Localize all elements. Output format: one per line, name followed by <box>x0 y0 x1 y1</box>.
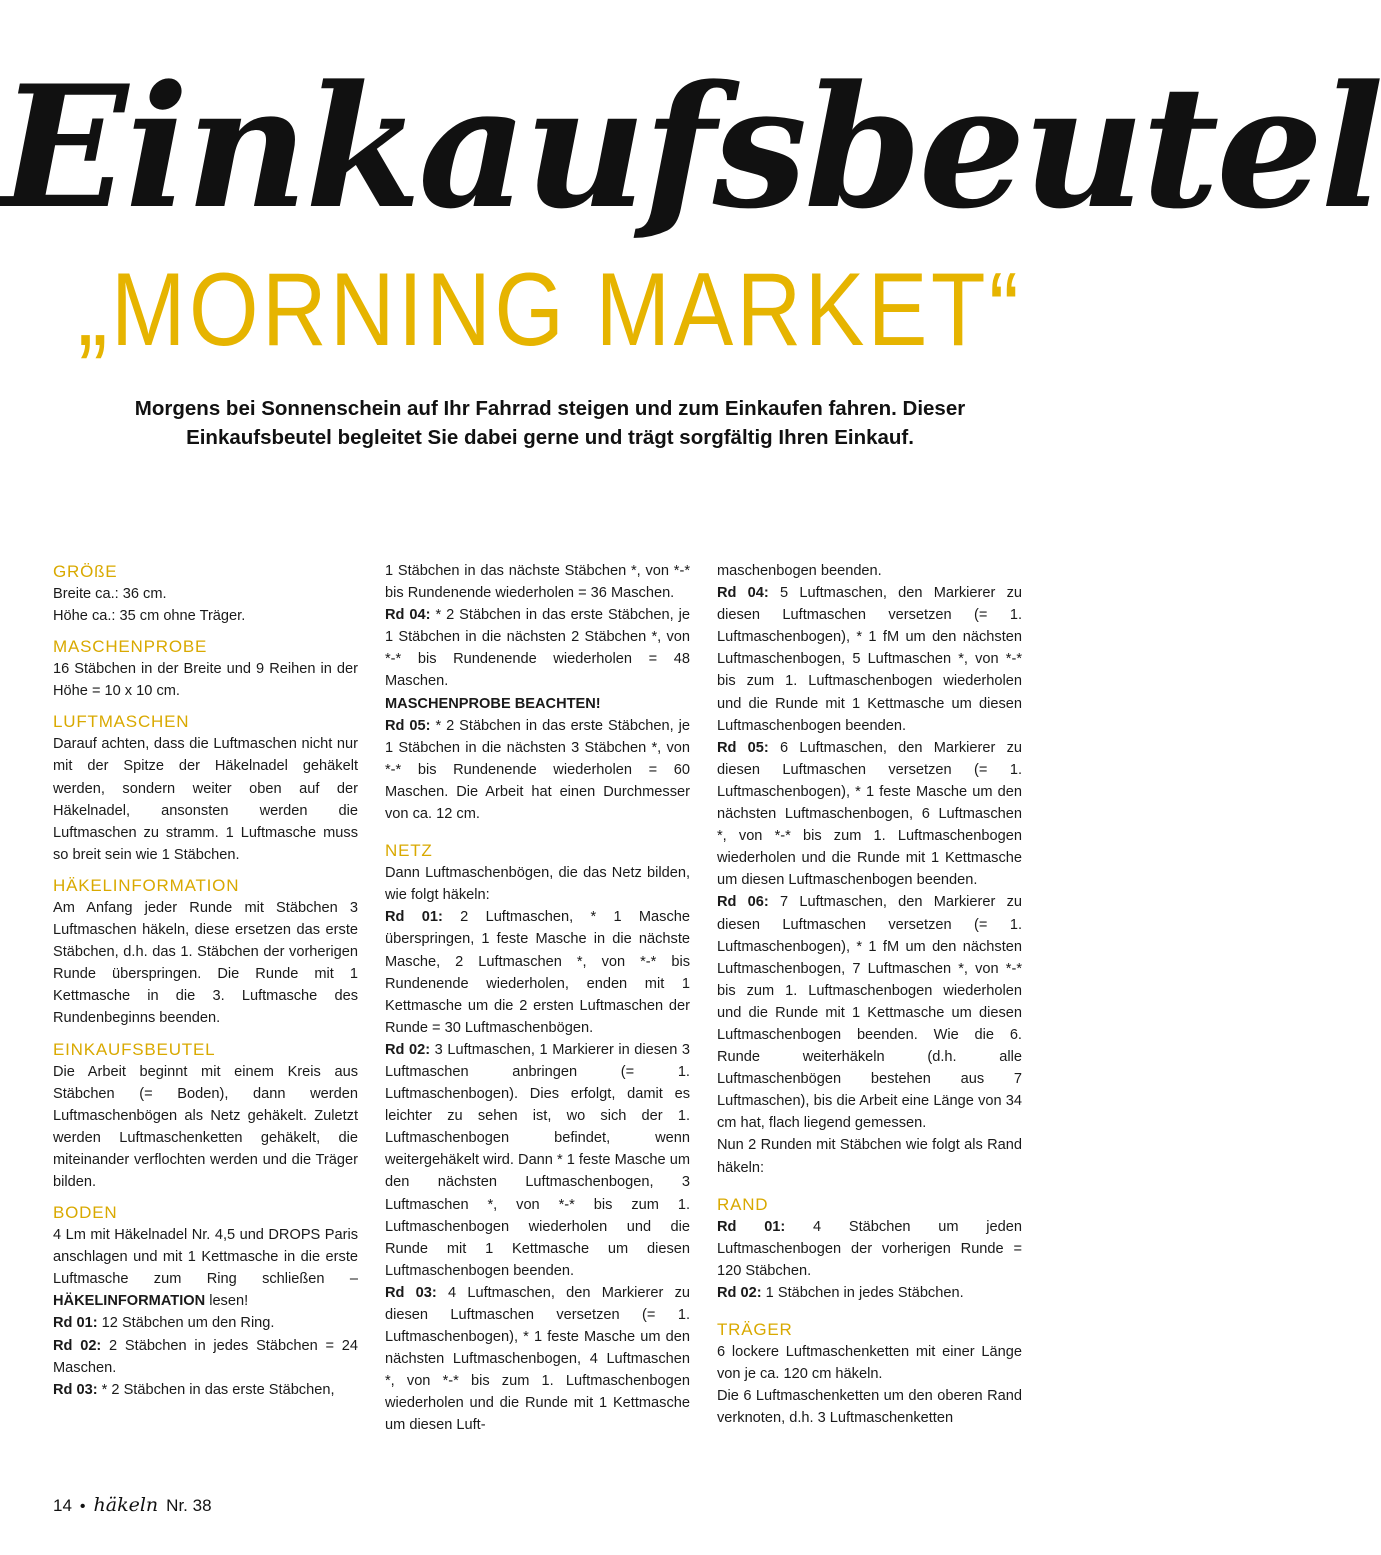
round-instruction <box>53 1335 358 1379</box>
text: 4 Lm mit Häkelnadel Nr. 4,5 und DROPS Paris anschlagen und mit 1 Kettmasche in die erste Luftmasche zum Ring schließen – <box>53 1227 358 1288</box>
section-heading: BODEN <box>53 1203 118 1223</box>
round-instruction <box>53 1379 358 1401</box>
section-einkaufsbeutel <box>53 1038 358 1194</box>
round-instruction <box>717 582 1022 737</box>
round-instruction <box>717 1282 1022 1304</box>
text: 4 Luftmaschen, den Markierer zu diesen Luftmaschen versetzen (= 1. Luftmaschenbogen), * 1 feste Masche um den nächsten Luftmaschenbogen, 4 Luftmaschen *, von *-* bis zum 1. Luftmaschenbogen wiederholen und die Runde mit 1 Kettmasche um diesen Luft- <box>385 1284 691 1434</box>
section-haekelinformation <box>53 874 358 1030</box>
section-heading: HÄKELINFORMATION <box>53 875 240 895</box>
text: * 2 Stäbchen in das erste Stäbchen, <box>97 1381 335 1398</box>
gauge-note: MASCHENPROBE BEACHTEN! <box>385 695 601 712</box>
reference-bold: HÄKELINFORMATION <box>53 1293 206 1310</box>
section-heading: EINKAUFSBEUTEL <box>53 1039 216 1059</box>
column-2 <box>385 560 690 1445</box>
section-boden <box>53 1201 358 1401</box>
round-label: Rd 02: <box>717 1284 762 1301</box>
text: 2 Luftmaschen, * 1 Masche überspringen, 1 feste Masche in die nächste Masche, 2 Luftmaschen *, von *-* bis Rundenende wiederholen, enden mit 1 Kettmasche um die 2 ersten Luftmaschen der Runde = 30 Luftmaschenbögen. <box>385 909 690 1036</box>
paragraph: Darauf achten, dass die Luftmaschen nicht nur mit der Spitze der Häkelnadel gehäkelt werden, sondern weiter oben auf der Häkelnadel, ansonsten werden die Luftmaschen zu stramm. 1 Luftmasche muss so breit sein wie 1 Stäbchen. <box>53 736 358 863</box>
round-label: Rd 01: <box>717 1218 786 1235</box>
paragraph <box>53 1224 358 1312</box>
column-3 <box>717 560 1022 1437</box>
round-label: Rd 06: <box>717 894 769 911</box>
section-netz <box>385 839 690 1436</box>
round-label: Rd 02: <box>53 1337 102 1354</box>
text: * 2 Stäbchen in das erste Stäbchen, je 1 Stäbchen in die nächsten 3 Stäbchen *, von *-* bis Rundenende wiederholen = 60 Maschen. Die Arbeit hat einen Durchmesser von ca. 12 cm. <box>385 717 690 823</box>
paragraph: Dann Luftmaschenbögen, die das Netz bilden, wie folgt häkeln: <box>385 865 690 904</box>
paragraph: Die 6 Luftmaschenketten um den oberen Rand verknoten, d.h. 3 Luftmaschenketten <box>717 1388 1022 1427</box>
round-label: Rd 01: <box>53 1315 98 1332</box>
section-luftmaschen <box>53 710 358 866</box>
section-heading: MASCHENPROBE <box>53 637 208 657</box>
round-instruction <box>385 1282 690 1437</box>
paragraph: 16 Stäbchen in der Breite und 9 Reihen in der Höhe = 10 x 10 cm. <box>53 661 358 700</box>
section-traeger <box>717 1318 1022 1429</box>
round-instruction <box>717 1216 1022 1282</box>
paragraph: 6 lockere Luftmaschenketten mit einer Länge von je ca. 120 cm häkeln. <box>717 1344 1022 1383</box>
page-title: „MORNING MARKET“ <box>77 252 1023 368</box>
text: * 2 Stäbchen in das erste Stäbchen, je 1 Stäbchen in die nächsten 2 Stäbchen *, von *-* bis Rundenende wiederholen = 48 Maschen. <box>385 607 690 690</box>
bullet-icon: • <box>79 1498 86 1515</box>
text: 2 Stäbchen in jedes Stäbchen = 24 Maschen. <box>53 1337 358 1376</box>
text: 7 Luftmaschen, den Markierer zu diesen Luftmaschen versetzen (= 1. Luftmaschenbogen), * 1 fM um den nächsten Luftmaschenbogen, 7 Luftmaschen *, von *-* bis zum 1. Luftmaschenbogen wiederholen und die Runde mit 1 Kettmasche um diesen Luftmaschenbogen beenden. Wie die 6. Runde weiterhäkeln (d.h. alle Luftmaschenbögen bestehen aus 7 Luftmaschen), bis die Arbeit eine Länge von 34 cm hat, flach liegend gemessen. <box>717 894 1023 1132</box>
issue-number: Nr. 38 <box>166 1496 212 1515</box>
round-label: Rd 05: <box>717 739 769 756</box>
round-instruction <box>385 906 690 1039</box>
round-instruction <box>385 1039 690 1282</box>
paragraph: Die Arbeit beginnt mit einem Kreis aus Stäbchen (= Boden), dann werden Luftmaschenbögen als Netz gehäkelt. Zuletzt werden Luftmaschenketten gehäkelt, die miteinander verflochten werden und die Träger bilden. <box>53 1063 358 1190</box>
round-label: Rd 05: <box>385 717 431 734</box>
text: 1 Stäbchen in jedes Stäbchen. <box>761 1284 964 1301</box>
round-label: Rd 01: <box>385 909 443 926</box>
section-heading: NETZ <box>385 841 433 861</box>
size-height: Höhe ca.: 35 cm ohne Träger. <box>53 608 246 625</box>
paragraph: 1 Stäbchen in das nächste Stäbchen *, von *-* bis Rundenende wiederholen = 36 Maschen. <box>385 563 690 602</box>
text: 5 Luftmaschen, den Markierer zu diesen Luftmaschen versetzen (= 1. Luftmaschenbogen), * 1 fM um den nächsten Luftmaschenbogen, 5 Luftmaschen *, von *-* bis zum 1. Luftmaschenbogen wiederholen und die Runde mit 1 Kettmasche um diesen Luftmaschenbogen beenden. <box>717 585 1023 734</box>
size-width: Breite ca.: 36 cm. <box>53 586 167 602</box>
column-1 <box>53 560 358 1409</box>
round-label: Rd 04: <box>717 585 769 602</box>
paragraph: maschenbogen beenden. <box>717 563 882 579</box>
round-label: Rd 04: <box>385 607 431 624</box>
page-number: 14 <box>53 1496 72 1515</box>
section-groesse <box>53 560 358 627</box>
text: 12 Stäbchen um den Ring. <box>97 1315 275 1332</box>
round-label: Rd 03: <box>53 1381 98 1398</box>
text: 3 Luftmaschen, 1 Markierer in diesen 3 Luftmaschen anbringen (= 1. Luftmaschenbogen). Dies erfolgt, damit es leichter zu sehen ist, wo sich der 1. Luftmaschenbogen befindet, wenn weitergehäkelt wird. Dann * 1 feste Masche um den nächsten Luftmaschenbogen, 3 Luftmaschen *, von *-* bis zum 1. Luftmaschenbogen wiederholen und die Runde mit 1 Kettmasche um diesen Luftmaschenbogen beenden. <box>385 1041 690 1279</box>
section-heading: LUFTMASCHEN <box>53 712 190 732</box>
section-heading: GRÖßE <box>53 562 118 581</box>
text: 6 Luftmaschen, den Markierer zu diesen Luftmaschen versetzen (= 1. Luftmaschenbogen), * 1 feste Masche um den nächsten Luftmaschenbogen, 6 Luftmaschen *, von *-* bis zum 1. Luftmaschenbogen wiederholen und die Runde mit 1 Kettmasche um diesen Luftmaschenbogen beenden. <box>717 739 1023 889</box>
section-heading: TRÄGER <box>717 1320 793 1339</box>
text: lesen! <box>205 1293 249 1310</box>
paragraph: Am Anfang jeder Runde mit Stäbchen 3 Luftmaschen häkeln, diese ersetzen das erste Stäbchen, d.h. das 1. Stäbchen der vorherigen Runde überspringen. Die Runde mit 1 Kettmasche in die 3. Luftmasche des Rundenbeginns beenden. <box>53 899 358 1027</box>
section-maschenprobe <box>53 635 358 702</box>
intro-text: Morgens bei Sonnenschein auf Ihr Fahrrad steigen und zum Einkaufen fahren. Dieser Einkaufsbeutel begleitet Sie dabei gerne und trägt sorgfältig Ihren Einkauf. <box>134 397 966 449</box>
section-heading: RAND <box>717 1194 769 1214</box>
script-title: Einkaufsbeutel <box>0 48 1381 246</box>
magazine-name: häkeln <box>93 1494 159 1516</box>
round-label: Rd 02: <box>385 1041 431 1058</box>
paragraph: Nun 2 Runden mit Stäbchen wie folgt als Rand häkeln: <box>717 1137 1022 1176</box>
round-instruction <box>717 891 1022 1134</box>
round-instruction <box>385 715 690 825</box>
round-instruction <box>717 737 1022 892</box>
text: 4 Stäbchen um jeden Luftmaschenbogen der vorherigen Runde = 120 Stäbchen. <box>717 1218 1023 1279</box>
section-rand <box>717 1193 1022 1304</box>
round-instruction <box>385 604 690 692</box>
round-label: Rd 03: <box>385 1284 437 1301</box>
round-instruction <box>53 1312 358 1334</box>
page-footer <box>53 1494 212 1516</box>
